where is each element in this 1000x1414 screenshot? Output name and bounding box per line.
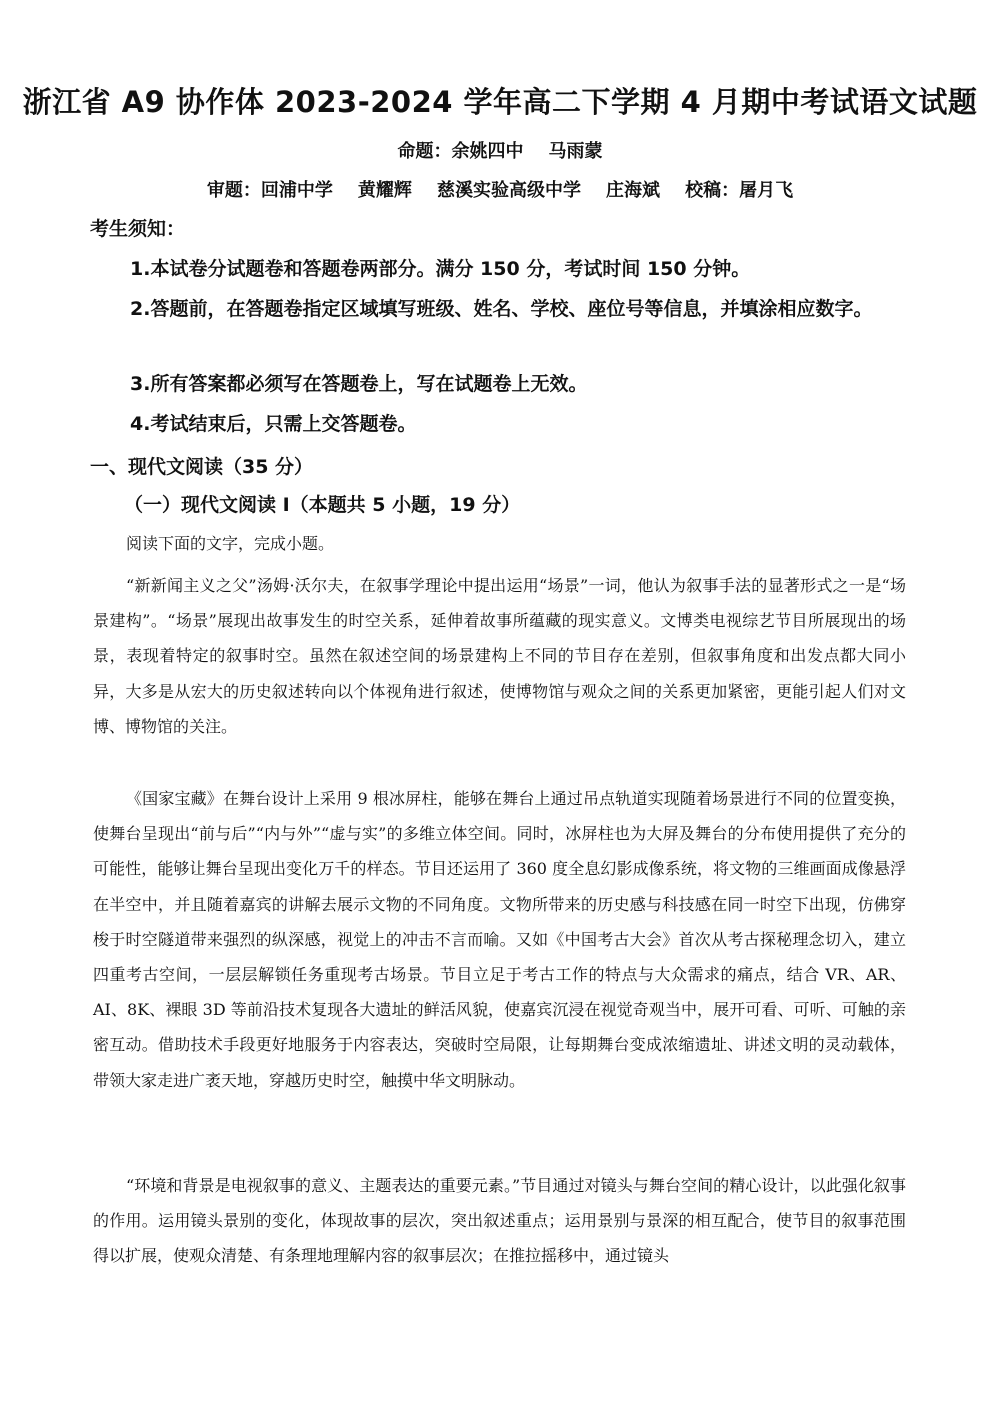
author-line: 命题：余姚四中 马雨蒙 xyxy=(397,141,603,162)
notice-item: 2.答题前，在答题卷指定区域填写班级、姓名、学校、座位号等信息，并填涂相应数字。 xyxy=(130,298,873,320)
passage-paragraph: “环境和背景是电视叙事的意义、主题表达的重要元素。”节目通过对镜头与舞台空间的精心设计，以此强化叙事的作用。运用镜头景别的变化，体现故事的层次，突出叙述重点；运用景别与景深的相互配合，使节目的叙事范围得以扩展，使观众清楚、有条理地理解内容的叙事层次；在推拉摇移中，通过镜头 xyxy=(93,1176,906,1266)
passage-paragraph: “新新闻主义之父”汤姆·沃尔夫，在叙事学理论中提出运用“场景”一词，他认为叙事手法的显著形式之一是“场景建构”。“场景”展现出故事发生的时空关系，延伸着故事所蕴藏的现实意义。文博类电视综艺节目所展现出的场景，表现着特定的叙事时空。虽然在叙述空间的场景建构上不同的节目存在差别，但叙事角度和出发点都大同小异，大多是从宏大的历史叙述转向以个体视角进行叙述，使博物馆与观众之间的关系更加紧密，更能引起人们对文博、博物馆的关注。 xyxy=(93,576,906,736)
passage-paragraph: 《国家宝藏》在舞台设计上采用 9 根冰屏柱，能够在舞台上通过吊点轨道实现随着场景进行不同的位置变换，使舞台呈现出“前与后”“内与外”“虚与实”的多维立体空间。同时，冰屏柱也为大屏及舞台的分布使用提供了充分的可能性，能够让舞台呈现出变化万千的样态。节目还运用了 360 度全息幻影成像系统，将文物的三维画面成像悬浮在半空中，并且随着嘉宾的讲解去展示文物的不同角度。文物所带来的历史感与科技感在同一时空下出现，仿佛穿梭于时空隧道带来强烈的纵深感，视觉上的冲击不言而喻。又如《中国考古大会》首次从考古探秘理念切入，建立四重考古空间，一层层解锁任务重现考古场景。节目立足于考古工作的特点与大众需求的痛点，结合 VR、AR、AI、8K、裸眼 3D 等前沿技术复现各大遗址的鲜活风貌，使嘉宾沉浸在视觉奇观当中，展开可看、可听、可触的亲密互动。借助技术手段更好地服务于内容表达，突破时空局限，让每期舞台变成浓缩遗址、讲述文明的灵动载体，带领大家走进广袤天地，穿越历史时空，触摸中华文明脉动。 xyxy=(93,789,906,1090)
subsection-heading: （一）现代文阅读 I（本题共 5 小题，19 分） xyxy=(124,494,521,516)
notice-item: 3.所有答案都必须写在答题卷上，写在试题卷上无效。 xyxy=(130,373,588,395)
notice-item: 4.考试结束后，只需上交答题卷。 xyxy=(130,413,417,435)
section-heading: 一、现代文阅读（35 分） xyxy=(90,456,314,478)
reading-instruction: 阅读下面的文字，完成小题。 xyxy=(126,534,335,553)
notice-item: 1.本试卷分试题卷和答题卷两部分。满分 150 分，考试时间 150 分钟。 xyxy=(130,258,751,280)
notice-heading: 考生须知： xyxy=(90,218,186,240)
exam-title: 浙江省 A9 协作体 2023-2024 学年高二下学期 4 月期中考试语文试题 xyxy=(22,85,978,119)
review-line: 审题：回浦中学 黄耀辉 慈溪实验高级中学 庄海斌 校稿：屠月飞 xyxy=(206,180,794,201)
